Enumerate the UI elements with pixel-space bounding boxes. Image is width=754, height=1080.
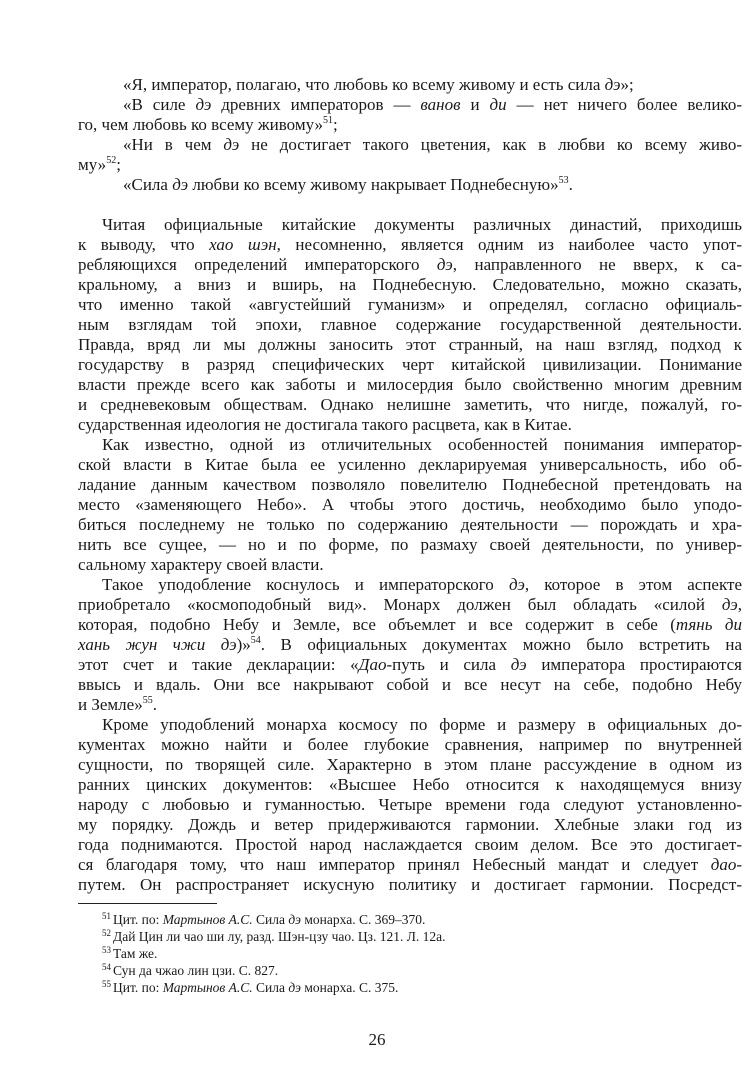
footnote (102, 911, 446, 928)
text-run: императора простираются (526, 655, 742, 674)
text-run: и средневековым обществам. Однако нелишне заметить, что нигде, пожалуй, го- (78, 395, 742, 414)
text-line (78, 675, 742, 695)
footnote-ref: 55 (142, 695, 153, 706)
footnote-ref: 52 (102, 928, 111, 938)
text-line (78, 255, 742, 275)
italic-term: ванов (420, 95, 461, 114)
italic-term: дао (710, 855, 737, 874)
text-run: этот счет и такие декларации: « (78, 655, 359, 674)
text-line (78, 355, 742, 375)
italic-term: дэ (288, 912, 301, 927)
text-line (78, 575, 742, 595)
text-run: Дай Цин ли чао ши лу, разд. Шэн-цзу чао. Цз. 121. Л. 12а. (113, 929, 446, 944)
text-run: ; (116, 155, 121, 174)
footnote-ref: 51 (323, 115, 334, 126)
page-body (78, 75, 742, 895)
text-line (78, 175, 742, 195)
text-run: нить все сущее, — но и по форме, по размаху своей деятельности, по универ- (78, 535, 742, 554)
text-line (78, 115, 742, 135)
text-run: «Сила (123, 175, 173, 194)
text-line (78, 495, 742, 515)
text-line (78, 75, 742, 95)
text-run: Цит. по: (113, 912, 163, 927)
text-line (78, 655, 742, 675)
text-run: Такое уподобление коснулось и императорского (102, 575, 509, 594)
text-run: Сила (252, 980, 289, 995)
page-number: 26 (368, 1030, 386, 1049)
text-line (78, 535, 742, 555)
text-line (78, 875, 742, 895)
text-run: Правда, вряд ли мы должны заносить этот странный, на наш взгляд, подход к (78, 335, 742, 354)
text-run: ской власти в Китае была ее усиленно декларируемая универсальность, ибо об- (78, 455, 742, 474)
italic-term: дэ (288, 980, 301, 995)
text-run: . (568, 175, 573, 194)
text-run: , направленного не вверх, к са- (452, 255, 742, 274)
text-run: Кроме уподоблений монарха космосу по форме и размеру в официальных до- (102, 715, 742, 734)
text-run: монарха. С. 369–370. (301, 912, 426, 927)
text-line (78, 235, 742, 255)
paragraph (78, 215, 742, 435)
text-run: му» (78, 155, 107, 174)
footnote (102, 979, 446, 996)
text-run: место «заменяющего Небо». А чтобы этого достичь, необходимо было уподо- (78, 495, 742, 514)
blank-line (78, 195, 742, 215)
text-run: Сила (252, 912, 289, 927)
footnote-ref: 53 (102, 945, 111, 955)
text-run: «Ни в чем (123, 135, 224, 154)
text-line (78, 275, 742, 295)
text-run: биться последнему не только по содержанию деятельности — порождать и хра- (78, 515, 742, 534)
text-run: Как известно, одной из отличительных особенностей понимания император- (102, 435, 742, 454)
text-run: ся благодаря тому, что наш император принял Небесный мандат и следует (78, 855, 711, 874)
text-run: не достигает такого цветения, как в любви ко всему живо- (239, 135, 742, 154)
italic-term: дэ (195, 95, 212, 114)
text-line (78, 615, 742, 635)
text-run: , (737, 595, 742, 614)
text-line (78, 695, 742, 715)
text-line (78, 715, 742, 735)
italic-term: дэ (172, 175, 189, 194)
italic-term: дэ (510, 655, 527, 674)
footnote-ref: 51 (102, 911, 111, 921)
quotation (78, 135, 742, 175)
text-line (78, 135, 742, 155)
text-run: ранних цинских документов: «Высшее Небо относится к находящемуся внизу (78, 775, 742, 794)
text-run: го, чем любовь ко всему живому» (78, 115, 324, 134)
text-run: , несомненно, является одним из наиболее часто упот- (276, 235, 742, 254)
text-line (78, 455, 742, 475)
text-run: му порядку. Дождь и ветер придерживаются гармонии. Хлебные злаки год из (78, 815, 742, 834)
text-run: Там же. (113, 946, 158, 961)
text-run: Цит. по: (113, 980, 163, 995)
text-run: народу с любовью и гуманностью. Четыре времени года следуют установленно- (78, 795, 742, 814)
italic-term: тянь ди (675, 615, 743, 634)
text-line (78, 515, 742, 535)
text-line (78, 315, 742, 335)
text-run: что именно такой «августейший гуманизм» и определял, согласно официаль- (78, 295, 742, 314)
italic-term: Мартынов А.С. (162, 912, 253, 927)
text-run: - (736, 855, 742, 874)
italic-term: хань жун чжи дэ (78, 635, 237, 654)
text-run: государству в разряд специфических черт китайской цивилизации. Понимание (78, 355, 742, 374)
quotation (78, 95, 742, 135)
text-line (78, 775, 742, 795)
italic-term: ди (489, 95, 507, 114)
footnote (102, 962, 446, 979)
text-line (78, 815, 742, 835)
footnote (102, 945, 446, 962)
text-run: года поднимаются. Простой народ наслаждается своим делом. Все это достигает- (78, 835, 742, 854)
text-run: Сун да чжао лин цзи. С. 827. (113, 963, 279, 978)
italic-term: Дао (358, 655, 387, 674)
text-run: и Земле» (78, 695, 143, 714)
footnote-ref: 54 (102, 962, 111, 972)
text-run: — нет ничего более велико- (506, 95, 742, 114)
text-run: «Я, император, полагаю, что любовь ко всему живому и есть сила (123, 75, 605, 94)
text-run: -путь и сила (386, 655, 511, 674)
text-run: и (460, 95, 490, 114)
text-line (78, 735, 742, 755)
text-run: ; (333, 115, 338, 134)
text-line (78, 595, 742, 615)
text-run: ладание данным качеством позволяло повелителю Поднебесной претендовать на (78, 475, 742, 494)
text-line (78, 435, 742, 455)
text-line (78, 155, 742, 175)
text-run: древних императоров — (211, 95, 421, 114)
text-run: сударственная идеология не достигала такого расцвета, как в Китае. (78, 415, 572, 434)
footnote-ref: 53 (558, 175, 569, 186)
footnote (102, 928, 446, 945)
paragraph (78, 715, 742, 895)
text-run: к выводу, что (78, 235, 210, 254)
footnote-ref: 52 (106, 155, 117, 166)
footnotes (102, 911, 446, 996)
text-run: ребляющихся определений императорского (78, 255, 437, 274)
italic-term: хао шэн (209, 235, 277, 254)
main-text (78, 215, 742, 895)
text-line (78, 835, 742, 855)
text-run: приобретало «космоподобный вид». Монарх должен был обладать «силой (78, 595, 722, 614)
text-run: . (152, 695, 157, 714)
text-line (78, 635, 742, 655)
text-line (78, 755, 742, 775)
italic-term: дэ (436, 255, 453, 274)
text-run: , которое в этом аспекте (524, 575, 742, 594)
italic-term: Мартынов А.С. (162, 980, 253, 995)
text-run: сальному характеру своей власти. (78, 555, 324, 574)
text-run: монарха. С. 375. (301, 980, 399, 995)
italic-term: дэ (604, 75, 621, 94)
text-line (78, 375, 742, 395)
text-line (78, 855, 742, 875)
text-run: которая, подобно Небу и Земле, все объемлет и все содержит в себе ( (78, 615, 676, 634)
text-run: власти прежде всего как заботы и милосердия было свойственно многим древним (78, 375, 742, 394)
text-run: кральному, а вниз и вширь, на Поднебесную. Следовательно, можно сказать, (78, 275, 742, 294)
paragraph (78, 435, 742, 575)
italic-term: дэ (721, 595, 738, 614)
text-line (78, 335, 742, 355)
italic-term: дэ (508, 575, 525, 594)
text-line (78, 395, 742, 415)
text-run: любви ко всему живому накрывает Поднебесную» (188, 175, 559, 194)
text-run: путем. Он распространяет искусную политику и достигает гармонии. Посредст- (78, 875, 742, 894)
quotation-block (78, 75, 742, 195)
footnote-separator (78, 903, 217, 904)
quotation (78, 75, 742, 95)
quotation (78, 175, 742, 195)
footnote-ref: 54 (250, 635, 261, 646)
footnote-ref: 55 (102, 979, 111, 989)
text-line (78, 475, 742, 495)
text-run: ввысь и вдаль. Они все накрывают собой и все несут на себе, подобно Небу (78, 675, 742, 694)
text-line (78, 415, 742, 435)
text-run: )» (236, 635, 251, 654)
text-line (78, 95, 742, 115)
text-line (78, 555, 742, 575)
text-run: сущности, по творящей силе. Характерно в этом плане рассуждение в одном из (78, 755, 742, 774)
text-line (78, 215, 742, 235)
text-run: «В силе (123, 95, 196, 114)
text-line (78, 795, 742, 815)
paragraph (78, 575, 742, 715)
text-run: ным взглядам той эпохи, главное содержание государственной деятельности. (78, 315, 742, 334)
text-run: . В официальных документах можно было встретить на (260, 635, 742, 654)
text-run: »; (620, 75, 634, 94)
italic-term: дэ (223, 135, 240, 154)
text-line (78, 295, 742, 315)
text-run: Читая официальные китайские документы различных династий, приходишь (102, 215, 742, 234)
text-run: кументах можно найти и более глубокие сравнения, например по внутренней (78, 735, 742, 754)
